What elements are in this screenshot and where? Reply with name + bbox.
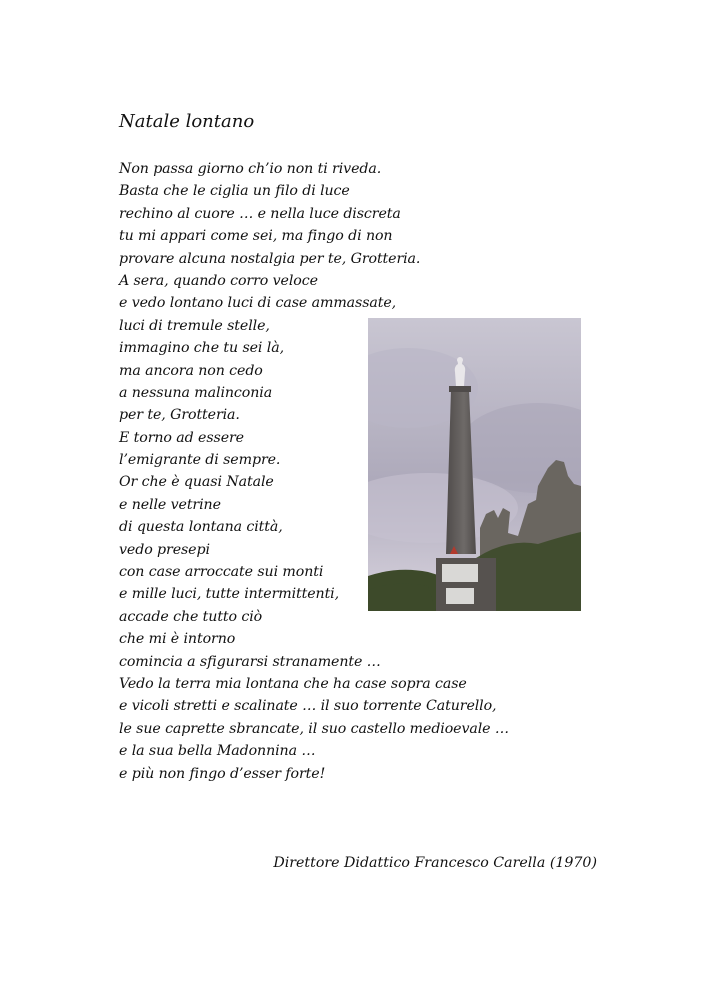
poem-line: e la sua bella Madonnina …	[119, 743, 316, 760]
poem-line: immagino che tu sei là,	[119, 340, 284, 357]
poem-title: Natale lontano	[119, 111, 255, 132]
poem-line: l’emigrante di sempre.	[119, 452, 281, 469]
author-signature: Direttore Didattico Francesco Carella (1970)	[273, 855, 597, 871]
poem-line: E torno ad essere	[119, 429, 244, 446]
plaque-lower	[446, 588, 474, 604]
poem-line: rechino al cuore … e nella luce discreta	[119, 205, 401, 222]
poem-line: Basta che le ciglia un filo di luce	[119, 183, 350, 200]
poem-line: luci di tremule stelle,	[119, 317, 270, 334]
poem-line: ma ancora non cedo	[119, 362, 263, 379]
poem-line: e mille luci, tutte intermittenti,	[119, 586, 340, 603]
poem-line: Or che è quasi Natale	[119, 474, 274, 491]
poem-line: A sera, quando corro veloce	[119, 272, 318, 289]
poem-line: Vedo la terra mia lontana che ha case sopra case	[119, 675, 467, 692]
poem-line: con case arroccate sui monti	[119, 564, 324, 581]
statue-head	[457, 357, 463, 363]
poem-line: e più non fingo d’esser forte!	[119, 765, 326, 782]
poem-line: Non passa giorno ch’io non ti riveda.	[119, 161, 382, 177]
poem-line: comincia a sfigurarsi stranamente …	[119, 653, 381, 670]
poem-line: a nessuna malinconia	[119, 384, 273, 401]
poem-line: di questa lontana città,	[119, 519, 283, 536]
monument-photo	[368, 318, 581, 611]
poem-line: accade che tutto ciò	[119, 608, 263, 625]
poem-line: e vedo lontano luci di case ammassate,	[119, 295, 397, 312]
poem-line: per te, Grotteria.	[119, 407, 240, 424]
poem-line: le sue caprette sbrancate, il suo castello medioevale …	[119, 720, 509, 737]
poem-line: e vicoli stretti e scalinate … il suo torrente Caturello,	[119, 698, 497, 715]
poem-line: e nelle vetrine	[119, 496, 221, 513]
poem-line: vedo presepi	[119, 541, 210, 558]
poem-line: che mi è intorno	[119, 631, 236, 648]
foreground-vegetation	[368, 584, 436, 611]
column-capital	[449, 386, 471, 392]
poem-line: provare alcuna nostalgia per te, Grotteria.	[119, 250, 421, 267]
plaque-upper	[442, 564, 478, 582]
poem-line: tu mi appari come sei, ma fingo di non	[119, 228, 393, 245]
monument-photo-graphic	[368, 318, 581, 611]
